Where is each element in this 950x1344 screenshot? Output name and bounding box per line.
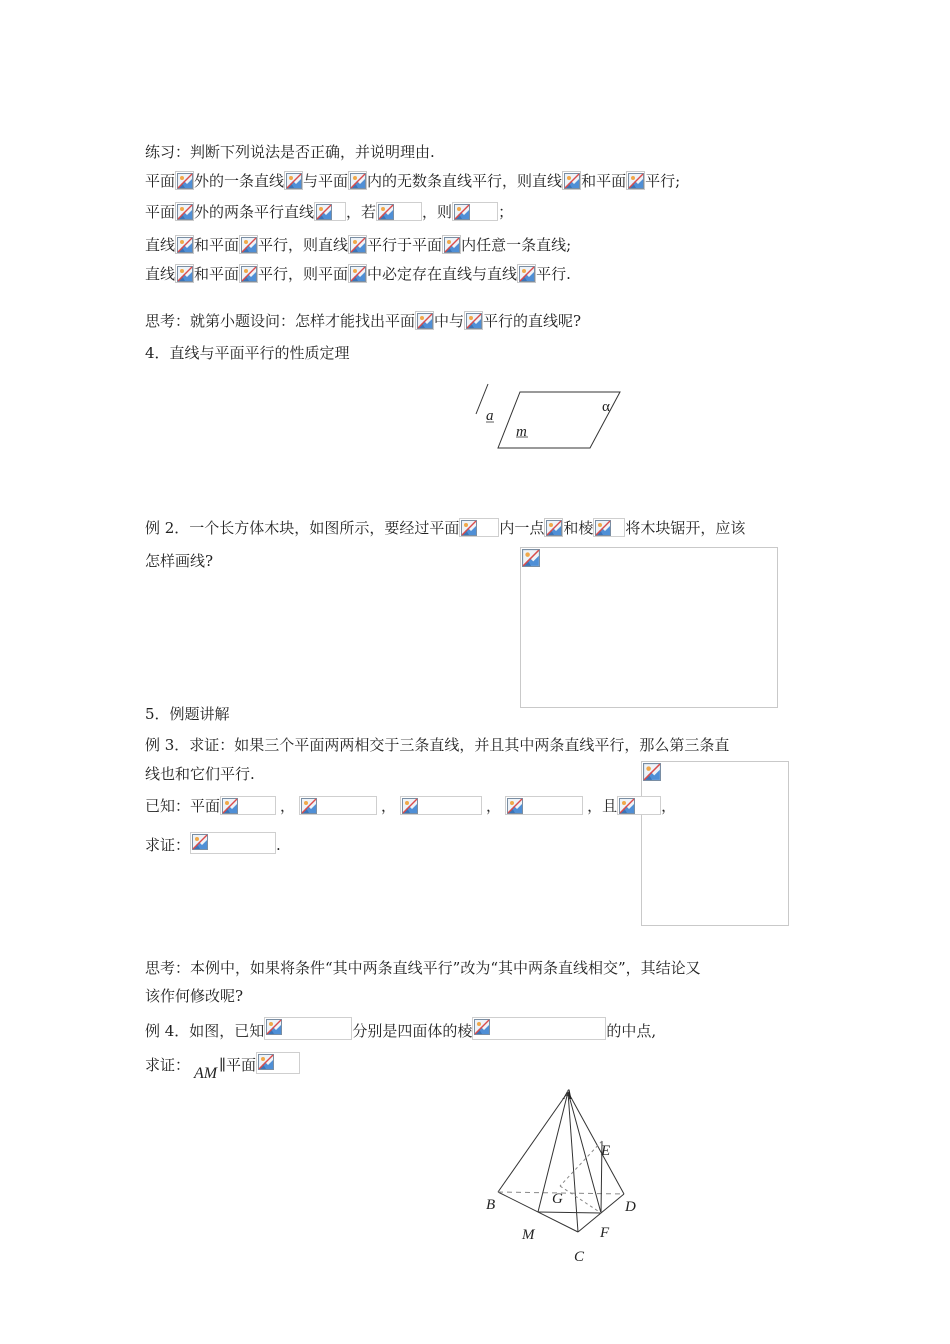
cuboid-image-placeholder [520,547,778,708]
broken-image-icon [593,518,625,537]
plane-line-figure [468,380,628,456]
broken-image-icon [464,311,483,330]
broken-image-icon [415,311,434,330]
example-3-line-1: 例 3．求证：如果三个平面两两相交于三条直线，并且其中两条直线平行，那么第三条直 [145,736,730,754]
section-4-title: 4．直线与平面平行的性质定理 [145,344,350,362]
section-5-title: 5．例题讲解 [145,705,230,723]
label-a: a [486,408,494,424]
vertex-label-c: C [574,1249,585,1264]
broken-image-icon [314,202,346,221]
point-label-e: E [601,1143,611,1159]
broken-image-icon [220,796,276,815]
broken-image-icon [190,832,276,854]
broken-image-icon [175,235,194,254]
broken-image-icon [239,264,258,283]
planes-image-placeholder [641,761,789,926]
broken-image-icon [505,796,583,815]
example-2-line-2: 怎样画线? [145,552,214,570]
vertex-label-d: D [625,1199,636,1215]
broken-image-icon [175,202,194,221]
broken-image-icon [442,235,461,254]
broken-image-icon [299,796,377,815]
broken-image-icon [626,171,645,190]
broken-image-icon [544,518,563,537]
broken-image-icon [643,763,661,781]
think-question-2-line-2: 该作何修改呢? [145,987,244,1005]
vertex-label-a: A [563,1087,573,1103]
broken-image-icon [617,796,661,815]
broken-image-icon [517,264,536,283]
example-4-line-1: 例 4．如图，已知 分别是四面体的棱 的中点, [145,1017,656,1041]
point-label-f: F [600,1225,610,1241]
think-question-1: 思考：就第小题设问：怎样才能找出平面 中与 平行的直线呢? [145,312,582,330]
example-3-known: 已知：平面 ， ， ， ，且 ， [145,797,677,815]
exercise-statement-3: 直线 和平面 平行，则直线 平行于平面 内任意一条直线; [145,236,572,254]
broken-image-icon [522,549,540,567]
example-3-prove: 求证： . [145,832,281,855]
point-label-g: G [552,1191,563,1207]
exercise-statement-2: 平面 外的两条平行直线 ，若 ，则 ； [145,203,514,221]
broken-image-icon [264,1017,352,1040]
broken-image-icon [348,235,367,254]
think-question-2-line-1: 思考：本例中，如果将条件“其中两条直线平行”改为“其中两条直线相交”，其结论又 [145,959,701,977]
broken-image-icon [472,1017,606,1040]
broken-image-icon [239,235,258,254]
broken-image-icon [348,264,367,283]
broken-image-icon [400,796,482,815]
example-4-prove: 求证： AM ∥平面 [145,1052,300,1084]
broken-image-icon [348,171,367,190]
broken-image-icon [376,202,422,221]
broken-image-icon [175,171,194,190]
broken-image-icon [459,518,499,537]
label-m: m [516,424,527,440]
broken-image-icon [175,264,194,283]
broken-image-icon [562,171,581,190]
label-alpha: α [602,399,610,415]
example-2-line-1: 例 2．一个长方体木块，如图所示，要经过平面 内一点 和棱 将木块锯开，应该 [145,519,746,537]
broken-image-icon [452,202,498,221]
point-label-m: M [522,1227,535,1243]
exercise-title: 练习：判断下列说法是否正确，并说明理由. [145,143,435,161]
broken-image-icon [256,1052,300,1074]
tetrahedron-figure [482,1082,642,1264]
exercise-statement-4: 直线 和平面 平行，则平面 中必定存在直线与直线 平行. [145,265,571,283]
example-3-line-2: 线也和它们平行. [145,765,255,783]
exercise-statement-1: 平面 外的一条直线 与平面 内的无数条直线平行，则直线 和平面 平行; [145,172,681,190]
vertex-label-b: B [486,1197,496,1213]
broken-image-icon [284,171,303,190]
